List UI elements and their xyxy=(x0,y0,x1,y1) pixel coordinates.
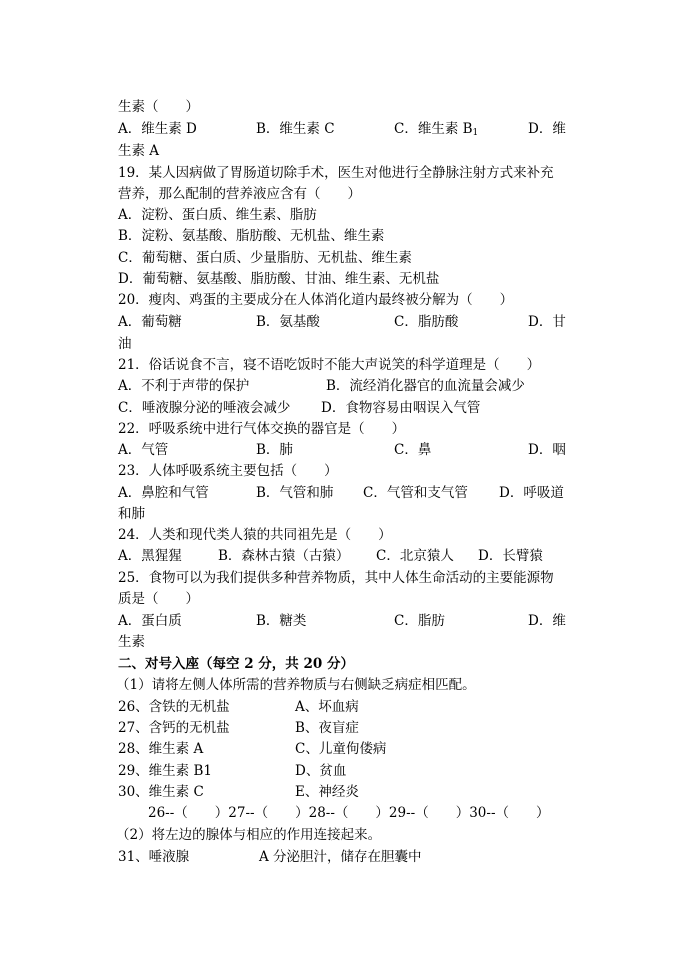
q22-option-d: D．咽 xyxy=(528,442,566,458)
q18-tail-line: 生素（ ） xyxy=(118,99,199,115)
match-left-28: 28、维生素 A xyxy=(118,741,204,757)
q19-option-a: A．淀粉、蛋白质、维生素、脂肪 xyxy=(118,207,317,223)
q25-stem-line2: 质是（ ） xyxy=(118,591,199,607)
match-left-29: 29、维生素 B1 xyxy=(118,763,212,779)
q24-stem: 24．人类和现代类人猿的共同祖先是（ ） xyxy=(118,527,392,543)
match-right-b: B、夜盲症 xyxy=(295,720,359,736)
q24-option-b: B．森林古猿（古猿） xyxy=(218,548,350,564)
q19-stem-line2: 营养，那么配制的营养液应含有（ ） xyxy=(118,186,361,202)
q25-stem-line1: 25．食物可以为我们提供多种营养物质，其中人体生命活动的主要能源物 xyxy=(118,570,554,586)
match-left-30: 30、维生素 C xyxy=(118,784,204,800)
q21-option-b: B．流经消化器官的血流量会减少 xyxy=(326,378,525,394)
match-left-26: 26、含铁的无机盐 xyxy=(118,699,230,715)
q18-option-c-subscript: 1 xyxy=(472,128,479,138)
section2-title: 二、对号入座（每空 2 分，共 20 分） xyxy=(118,656,354,672)
q20-option-a: A．葡萄糖 xyxy=(118,314,182,330)
q21-option-d: D．食物容易由咽误入气管 xyxy=(321,400,481,416)
q25-option-a: A．蛋白质 xyxy=(118,613,182,629)
q20-option-c: C．脂肪酸 xyxy=(394,314,459,330)
match-right-d: D、贫血 xyxy=(295,763,347,779)
q24-option-a: A．黑猩猩 xyxy=(118,548,182,564)
q23-stem: 23．人体呼吸系统主要包括（ ） xyxy=(118,463,338,479)
q20-option-d: D．甘 xyxy=(528,314,566,330)
gland-function-a: A 分泌胆汁，储存在胆囊中 xyxy=(259,849,422,865)
q24-option-c: C．北京猿人 xyxy=(376,548,454,564)
q18-option-a: A．维生素 D xyxy=(118,121,197,137)
gland-31: 31、唾液腺 xyxy=(118,849,190,865)
q23-option-d: D．呼吸道 xyxy=(499,485,564,501)
q18-option-b: B．维生素 C xyxy=(256,121,335,137)
match-answer-line: 26--（ ）27--（ ）28--（ ）29--（ ）30--（ ） xyxy=(148,805,550,821)
q20-stem: 20．瘦肉、鸡蛋的主要成分在人体消化道内最终被分解为（ ） xyxy=(118,292,514,308)
q18-option-d: D．维 xyxy=(528,121,566,137)
q23-option-c: C．气管和支气管 xyxy=(363,485,468,501)
match-left-27: 27、含钙的无机盐 xyxy=(118,720,230,736)
q21-option-a: A．不利于声带的保护 xyxy=(118,378,250,394)
q25-option-b: B．糖类 xyxy=(256,613,307,629)
q25-option-c: C．脂肪 xyxy=(394,613,445,629)
q22-option-c: C．鼻 xyxy=(394,442,432,458)
q24-option-d: D．长臂猿 xyxy=(478,548,543,564)
q22-option-a: A．气管 xyxy=(118,442,169,458)
q19-option-b: B．淀粉、氨基酸、脂肪酸、无机盐、维生素 xyxy=(118,228,385,244)
q19-stem-line1: 19．某人因病做了胃肠道切除手术，医生对他进行全静脉注射方式来补充 xyxy=(118,165,554,181)
q19-option-d: D．葡萄糖、氨基酸、脂肪酸、甘油、维生素、无机盐 xyxy=(118,271,440,287)
q23-option-d-wrap: 和肺 xyxy=(118,506,145,522)
match-right-e: E、神经炎 xyxy=(295,784,359,800)
q20-option-d-wrap: 油 xyxy=(118,336,132,352)
q25-option-d: D．维 xyxy=(528,613,566,629)
section2-instruction-2: （2）将左边的腺体与相应的作用连接起来。 xyxy=(116,827,382,843)
match-right-c: C、儿童佝偻病 xyxy=(295,741,387,757)
q23-option-a: A．鼻腔和气管 xyxy=(118,485,209,501)
q21-stem: 21．俗话说食不言，寝不语吃饭时不能大声说笑的科学道理是（ ） xyxy=(118,357,541,373)
q19-option-c: C．葡萄糖、蛋白质、少量脂肪、无机盐、维生素 xyxy=(118,250,412,266)
q21-option-c: C．唾液腺分泌的唾液会减少 xyxy=(118,400,291,416)
q25-option-d-wrap: 生素 xyxy=(118,634,145,650)
q20-option-b: B．氨基酸 xyxy=(256,314,320,330)
q18-option-c xyxy=(394,119,478,143)
q22-option-b: B．肺 xyxy=(256,442,293,458)
section2-instruction-1: （1）请将左侧人体所需的营养物质与右侧缺乏病症相匹配。 xyxy=(116,677,476,693)
q22-stem: 22．呼吸系统中进行气体交换的器官是（ ） xyxy=(118,421,406,437)
q18-option-d-wrap: 生素 A xyxy=(118,143,160,159)
match-right-a: A、坏血病 xyxy=(295,699,359,715)
q18-option-c-text: C．维生素 B xyxy=(394,121,473,137)
q23-option-b: B．气管和肺 xyxy=(256,485,334,501)
